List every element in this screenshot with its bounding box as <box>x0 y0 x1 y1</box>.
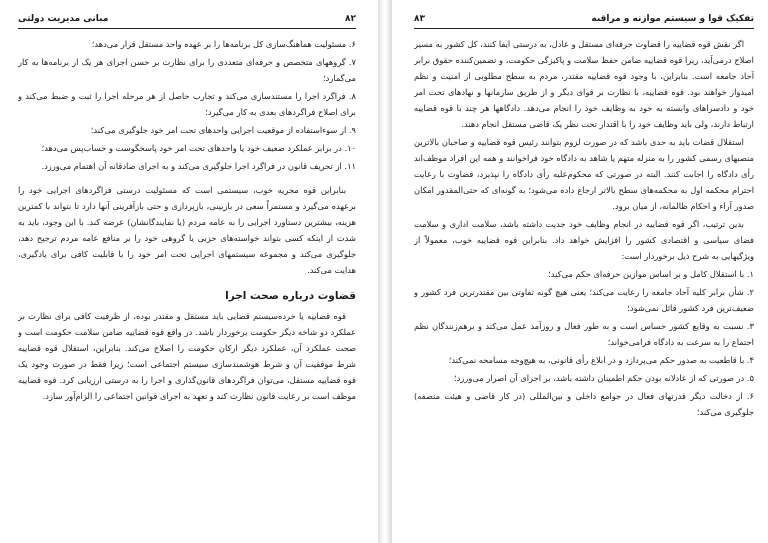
right-paragraph-2: استقلال قضات باید به حدی باشد که در صورت لزوم بتوانند رئیس قوه قضاییه و صاحبان بالاترین منصبهای رسمی کشور را به منزله متهم یا شاهد به دادگاه خود فراخوانند و همه این افراد موظف‌اند رأی دادگاه را اجابت کنند. البته در صورتی که محکوم‌علیه رأی دادگاه را نپذیرد، قضاوت با رعایت احترام محکمه اول به محکمه‌های سطح بالاتر ارجاع داده می‌شود؛ به گونه‌ای که حتی‌المقدور امکان صدور آراء و احکام ظالمانه، از میان برود. <box>414 137 754 211</box>
right-page-header <box>414 12 754 26</box>
left-paragraph: بنابراین قوه مجریه خوب، سیستمی است که مسئولیت درستی فراگردهای اجرایی خود را برعهده می‌گیرد و مستمراً سعی در بازبینی، بازپردازی و حتی بازآفرینی آنها دارد تا بتواند با کمترین هزینه، بیشترین دستاورد اجرایی را به عامه مردم (یا نمایندگانشان) عرضه کند. با این وجود، باید به شدت از اینکه کسی بتواند خواسته‌های حزبی یا گروهی خود را بر منافع عامه مردم ترجیح دهد، جلوگیری می‌کند و مجموعه سیستمهای اجرایی تحت امر خود را با قابلیت کافی برای یادگیری، هدایت می‌کند. <box>18 185 356 275</box>
left-running-title: مبانی مدیریت دولتی <box>18 14 109 24</box>
left-list-item: ۷. گروههای متخصص و حرفه‌ای متعددی را برای نظارت بر حسن اجرای هر یک از برنامه‌ها به کار می‌گمارد؛ <box>18 57 356 83</box>
left-page <box>0 0 378 543</box>
right-list-item: ۲. شأن برابر کلیه آحاد جامعه را رعایت می‌کند؛ یعنی هیچ گونه تفاوتی بین مقتدرترین فرد کشور و ضعیف‌ترین فرد کشور قائل نمی‌شود؛ <box>414 287 754 313</box>
right-paragraph-3: بدین ترتیب، اگر قوه قضاییه در انجام وظایف خود جدیت داشته باشد، سلامت اداری و سلامت فضای سیاسی و اقتصادی کشور را افزایش خواهد داد. بنابراین قوه قضاییه خوب، معمولاً از ویژگیهایی به شرح ذیل برخوردار است: <box>414 219 754 261</box>
right-list-item: ۱. با استقلال کامل و بر اساس موازین حرفه‌ای حکم می‌کند؛ <box>548 269 754 279</box>
right-list-item: ۶. از دخالت دیگر قدرتهای فعال در جوامع داخلی و بین‌المللی (در کار قاضی و هیئت منصفه) جلوگیری می‌کند؛ <box>414 391 754 417</box>
left-page-header <box>18 12 356 26</box>
section-paragraph: قوه قضاییه یا خرده‌سیستم قضایی باید مستقل و مقتدر بوده، از ظرفیت کافی برای نظارت بر عملکرد دو شاخه دیگر حکومت برخوردار باشد. در واقع قوه قضاییه ضامن سلامت حکومت است و صحت عملکرد آن، عملکرد دیگر ارکان حکومت را اصلاح می‌کند. بنابراین، استقلال قوه قضاییه شرط موفقیت آن و شرط هوشمندسازی سیستم اجتماعی است؛ زیرا فقط در صورت وجود یک قوه قضاییه مستقل، می‌توان فراگردهای قانون‌گذاری و اجرا را به درستی ارزیابی کرد. قوه قضاییه موظف است بر رعایت قانون نظارت کند و تعهد به اجرای قوانین اجتماعی را الزام‌آور سازد. <box>18 311 356 401</box>
left-page-body <box>18 36 356 533</box>
right-list-item: ۳. نسبت به وقایع کشور حساس است و به طور فعال و روزآمد عمل می‌کند و برهم‌زنندگان نظم اجتماع را به سرعت به دادگاه فرامی‌خواند؛ <box>414 321 754 347</box>
left-list-item: ۶. مسئولیت هماهنگ‌سازی کل برنامه‌ها را بر عهده واحد مستقل قرار می‌دهد؛ <box>91 39 356 49</box>
right-running-title: تفکیک قوا و سیستم موازنه و مراقبه <box>591 14 754 24</box>
right-page <box>392 0 768 543</box>
right-list-item: ۴. با قاطعیت به صدور حکم می‌پردازد و در ابلاغ رأی قانونی، به هیچ‌وجه مسامحه نمی‌کند؛ <box>448 355 754 365</box>
left-list-item: ۸. فراگرد اجرا را مستندسازی می‌کند و تجارب حاصل از هر مرحله اجرا را ثبت و ضبط می‌کند و برای اصلاح فراگردهای بعدی به کار می‌گیرد؛ <box>18 91 356 117</box>
right-page-body <box>414 36 754 533</box>
left-list-item: ۹. از سوءاستفاده از موقعیت اجرایی واحدهای تحت امر خود جلوگیری می‌کند؛ <box>90 125 356 135</box>
left-header-rule <box>18 28 356 29</box>
section-heading: قضاوت درباره صحت اجرا <box>225 290 356 302</box>
book-gutter <box>378 0 392 543</box>
left-page-number: ۸۲ <box>345 14 356 24</box>
right-page-number: ۸۳ <box>414 14 425 24</box>
right-paragraph-1: اگر نقش قوه قضاییه را قضاوت حرفه‌ای مستقل و عادل، به درستی ایفا کنند، کل کشور به مسیر اصلاح درمی‌آید، زیرا قوه قضاییه ضامن حفظ سلامت و پاکیزگی حکومت، و تضمین‌کننده حقوق برابر آحاد جامعه است. بنابراین، با وجود قوه قضاییه مقتدر، مردم به سطح مطلوبی از امنیت و نظم امیدوار خواهند بود. قوه قضاییه، با نظارت بر قوای دیگر و از طریق سازمانها و نهادهای تحت امر خود و دادسراهای وابسته به خود به وظایف خود را انجام می‌دهد. دادگاهها هر چند با قوه قضاییه ارتباط دارند، ولی باید وظایف خود را با اقتدار تحت نظر یک قاضی مستقل انجام دهند. <box>414 39 754 129</box>
right-header-rule <box>414 28 754 29</box>
left-list-item: ۱۱. از تحریف قانون در فراگرد اجرا جلوگیری می‌کند و به اجرای صادقانه آن اهتمام می‌ورزد. <box>41 161 356 171</box>
right-list-item: ۵. در صورتی که از عادلانه بودن حکم اطمینان داشته باشد، بر اجرای آن اصرار می‌ورزد؛ <box>453 373 754 383</box>
left-list-item: ۱۰. در برابر عملکرد ضعیف خود یا واحدهای تحت امر خود پاسخگوست و حساب‌پس می‌دهد؛ <box>41 143 356 153</box>
